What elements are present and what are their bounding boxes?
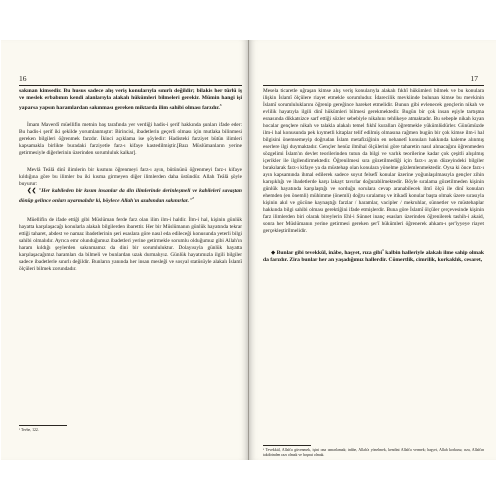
- left-paragraph-4: Müellifin de ifade ettiği gibi Müslüman ferde farz olan ilim ilm-i haldir. İlm-i hal, kişinin günlük hayatta karşılaşacağı konularla alakalı bilgilerden ibarettir. Her bir Müslümanın günlük hayatında tekrar ettiği taharet, abdest ve namaz ibadetlerinin şeri esaslara göre nasıl eda edileceği konusunda yeterli bilgi sahibi olmalıdır. Ayrıca emr olunduğumuz ibadetleri yerine getirmekle sorumlu olduğumuz gibi Allah'ın haram kıldığı şeylerden sakınmamız da dini bir sorumluluktur. Dolayısıyla günlük hayatta karşılaşacağımız haramları da bilmeli ve bunlardan uzak durmalıyız. Günlük hayatımızla ilgili bilgiler sadece ibadetlerle sınırlı değildir. Bunların yanında her insan mesleği ve sosyal statüsüyle alakalı İslamî ölçüleri bilmek zorundadır.: [19, 216, 242, 272]
- left-paragraph-3: Mevlâ Teâlâ dinî ilimlerin bir kısmını öğrenmeyi farz-ı ayın, bütününü öğrenmeyi farz-ı kifaye kıldığına göre bu ilimler bu iki kısma girmeyen diğer ilimlerden daha üstündür. Allah Teâlâ şöyle buyurur:: [19, 166, 242, 187]
- quote-marker-icon: ❮❮: [27, 187, 39, 194]
- left-page-number: 16: [19, 74, 27, 83]
- left-paragraph-2: İmam Maverdî müellifin metnin baş tarafında yer verdiği hadis-i şerif hakkında şunları ifade eder: Bu hadis-i şerif iki şekilde yorumlanmıştır: Birincisi, ibadetlerin geçerli olması için mutlaka bilinmesi gereken bilgileri öğrenmek farzdır. İkinci açıklama ise şöyledir: Hadisteki farziyet bütün ilimleri kapsamakla birlikte buradaki farziyetle farz-ı kifaye kastedilmiştir.[Bazı Müslümanların yerine getirmesiyle diğerlerinin üzerinden sorumluluk kalkar].: [19, 121, 242, 156]
- right-footnote-rule: [263, 445, 311, 446]
- footnote-marker: 2: [192, 195, 194, 200]
- right-page-number: 17: [470, 74, 478, 83]
- footnote-marker: 3: [219, 103, 222, 107]
- left-footnote: ² Tevbe, 122.: [19, 428, 39, 432]
- right-header-rule: [263, 85, 484, 86]
- left-paragraph-1: sakınan kimsedir. Bu husus sadece alış veriş konularıyla sınırlı değildir; bilakis her türlü iş ve meslek erbabının kendi alanlarıyla alakalı hükümleri bilmeleri gerekir. Mümin hangi işi yaparsa yapsın haramlardan sakınması gereken miktarda ilim sahibi olması farzdır.$^3$: [19, 88, 242, 111]
- left-page-body: [19, 88, 242, 273]
- right-paragraph-1: Mesela ticaretle uğraşan kimse alış veriş konularıyla alakalı fıkhî hükümleri bilmek ve bu konulara ilişkin İslamî ölçülere riayet etmekle sorumludur. İdarecilik mevkiinde bulunan kimse bu mevkinin İslamî sorumluluklarını öğrenip gereğince hareket etmelidir. Bunun gibi evlenecek gençlerin nikah ve evlilik hayatıyla ilgili dinî hükümleri bilmesi gerekmektedir. Bugün bir çok insan eşiyle tartışma esnasında dikkatsizce sarf ettiği sözler sebebiyle nikahını tehlikeye atmaktadır. Bu sebeple nikah kıyan hocalar gençlere nikah ve talakla alakalı temel fıkhî kuralları öğretmekle yükümlüdürler. Günümüzde ilm-i hal konusunda pek kıymetli kitaplar telif edilmiş olmasına rağmen bugün bir çok kimse ilm-i hal bilgisini önemsemeyip doğrudan İslam metafiziğinin en nehanetî konuları hakkında kaleme alınmış eserlere ilgi duymaktadır. Gençler henüz ilmihal ölçülerini göre taharetin nasıl alınacağını öğrenmeden sözgelimi İslam'ın devlet teorilerinden tutun da bilgi ve varlık teorilerine kadar çok çeşitli alışılmış içerikler ile ilgilendirmektedir. Öğrenilmesi sıra gözetilmediği için farz-ı ayın düzeyindeki bilgiler bırakılarak farz-ı kifaye ya da müstehap olan konulara yönelme gözlemlenmektedir. Oysa ki önce farz-ı ayın kapsamında ihmal edilerek sadece soyut felsefî konular üzerine yoğunlaşılmasıyla gençler zihin karışıklığı ve ibadetlerde karşı lakayt tavırlar doğurabilmektedir. Böyle sıralama gözetilmeden kişinin günlük hayatında karşılaştığı ve sorduğu sorulara cevap aranabilecek ilmî ölçü ile dinî konuları ehemden (en önemli) mühimme (önemli) doğru sıralamış ve itikadî konular başta olmak üzere sırasıyla kişinin akıl ve gücüne kaynaştığı farzlar / haramlar, vacipler / mekruhlar, sünnetler ve müstehaplar hakkında bilgi sahibi olması gerektiğini ifade etmişlerdir. Buna göre İslamî ölçüler çerçevesinde kişinin farz ilimlerden biri olarak bireylerin Ehl-i Sünnet inanç esasları üzerinden öğrenilerek tashih-i akaid, sonra her Müslümanın yerine getirmesi gereken şer'î hükümleri öğrenerek ahkam-ı şer'iyyeye riayet gerçekleştirilmelidir.: [263, 88, 484, 234]
- quran-quote: ❮❮ "Her kabileden bir kısım insanlar da din ilimlerinde derinleşmeli ve kabilelerî savaştan dönüp gelince onları uyarmalıdır ki, böylece Allah'ın azabından sakınırlar."$^2$: [19, 187, 242, 204]
- left-header-rule: [19, 85, 242, 86]
- right-page: [249, 40, 496, 460]
- right-paragraph-2: ◆ Bunlar gibi tevekkül, inâbe, haşyet, rıza gibi$^1$ kalbin halleriyle alakalı ilme sahip olmak da farzdır. Zira bunlar her an yaşadığımız hallerdir. Cömertlik, cimrilik, korkaklık, cesaret,: [263, 248, 484, 263]
- footnote-marker: 1: [382, 248, 384, 252]
- bullet-diamond-icon: ◆: [271, 249, 277, 256]
- right-page-body: [263, 88, 484, 264]
- left-page: [1, 40, 248, 460]
- right-footnote: ¹ Tevekkül, Allah'a güvenmek, işini ona ısmarlamak; inâbe, Allah'a yönelmek, kendini Allah'a vermek; haşyet, Allah korkusu; rıza, Allah'ın takdirinden razı olmak ve hoşnut olmak.: [263, 448, 484, 457]
- left-footnote-rule: [19, 425, 67, 426]
